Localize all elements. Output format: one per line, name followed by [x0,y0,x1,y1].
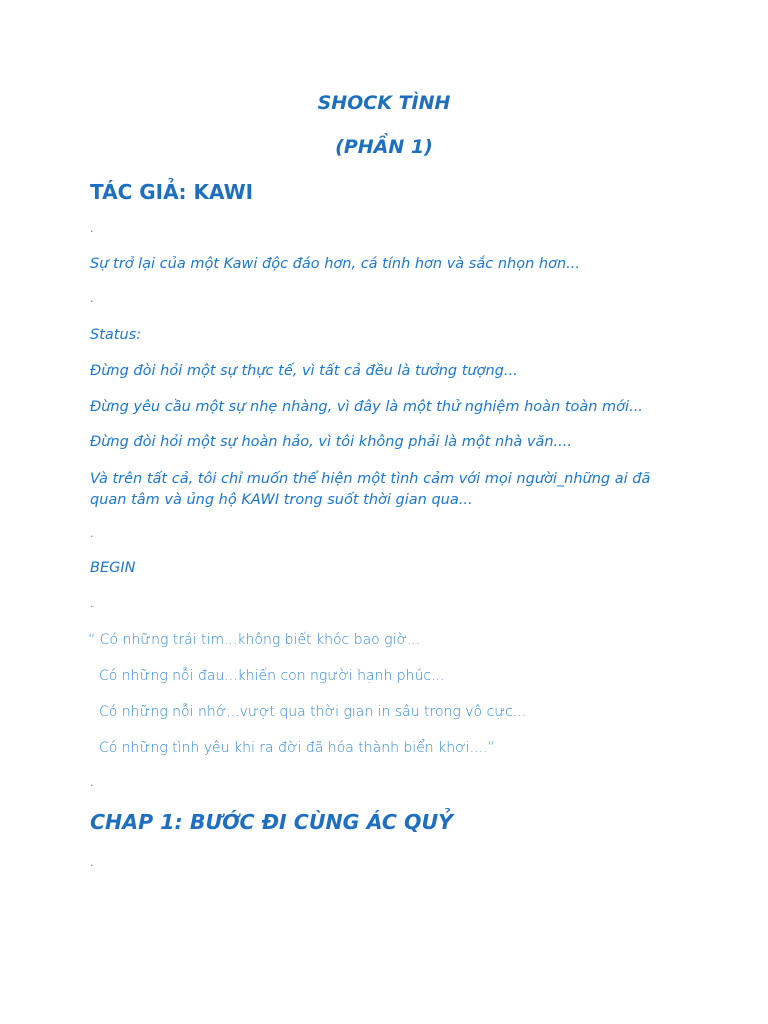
poem-line: Có những tình yêu khi ra đời đã hóa thành biển khơi....” [99,740,495,756]
status-line: Đừng đòi hỏi một sự hoàn hảo, vì tôi không phải là một nhà văn.... [90,434,572,450]
separator-dot: . [90,292,94,305]
separator-dot: . [90,856,94,869]
document-title: SHOCK TÌNH [317,92,451,114]
status-line: Và trên tất cả, tôi chỉ muốn thể hiện một tình cảm với mọi người_những ai đã quan tâm và ủng hộ KAWI trong suốt thời gian qua... [90,471,651,508]
status-label: Status: [90,327,142,343]
status-line: Đừng đòi hỏi một sự thực tế, vì tất cả đều là tưởng tượng... [90,363,518,379]
status-line: Đừng yêu cầu một sự nhẹ nhàng, vì đây là một thử nghiệm hoàn toàn mới... [90,399,643,415]
chapter-title: CHAP 1: BƯỚC ĐI CÙNG ÁC QUỶ [90,810,453,834]
separator-dot: . [90,776,94,789]
intro-text: Sự trở lại của một Kawi độc đáo hơn, cá tính hơn và sắc nhọn hơn... [90,256,580,272]
poem-line: “ Có những trái tim...không biết khóc bao giờ... [88,632,421,648]
separator-dot: . [90,597,94,610]
separator-dot: . [90,222,94,235]
poem-line: Có những nỗi nhớ...vượt qua thời gian in sâu trong vô cực... [99,704,527,720]
separator-dot: . [90,527,94,540]
begin-label: BEGIN [90,560,136,576]
author-line: TÁC GIẢ: KAWI [90,180,254,204]
document-subtitle: (PHẦN 1) [335,136,433,158]
poem-line: Có những nỗi đau...khiến con người hạnh phúc... [99,668,445,684]
